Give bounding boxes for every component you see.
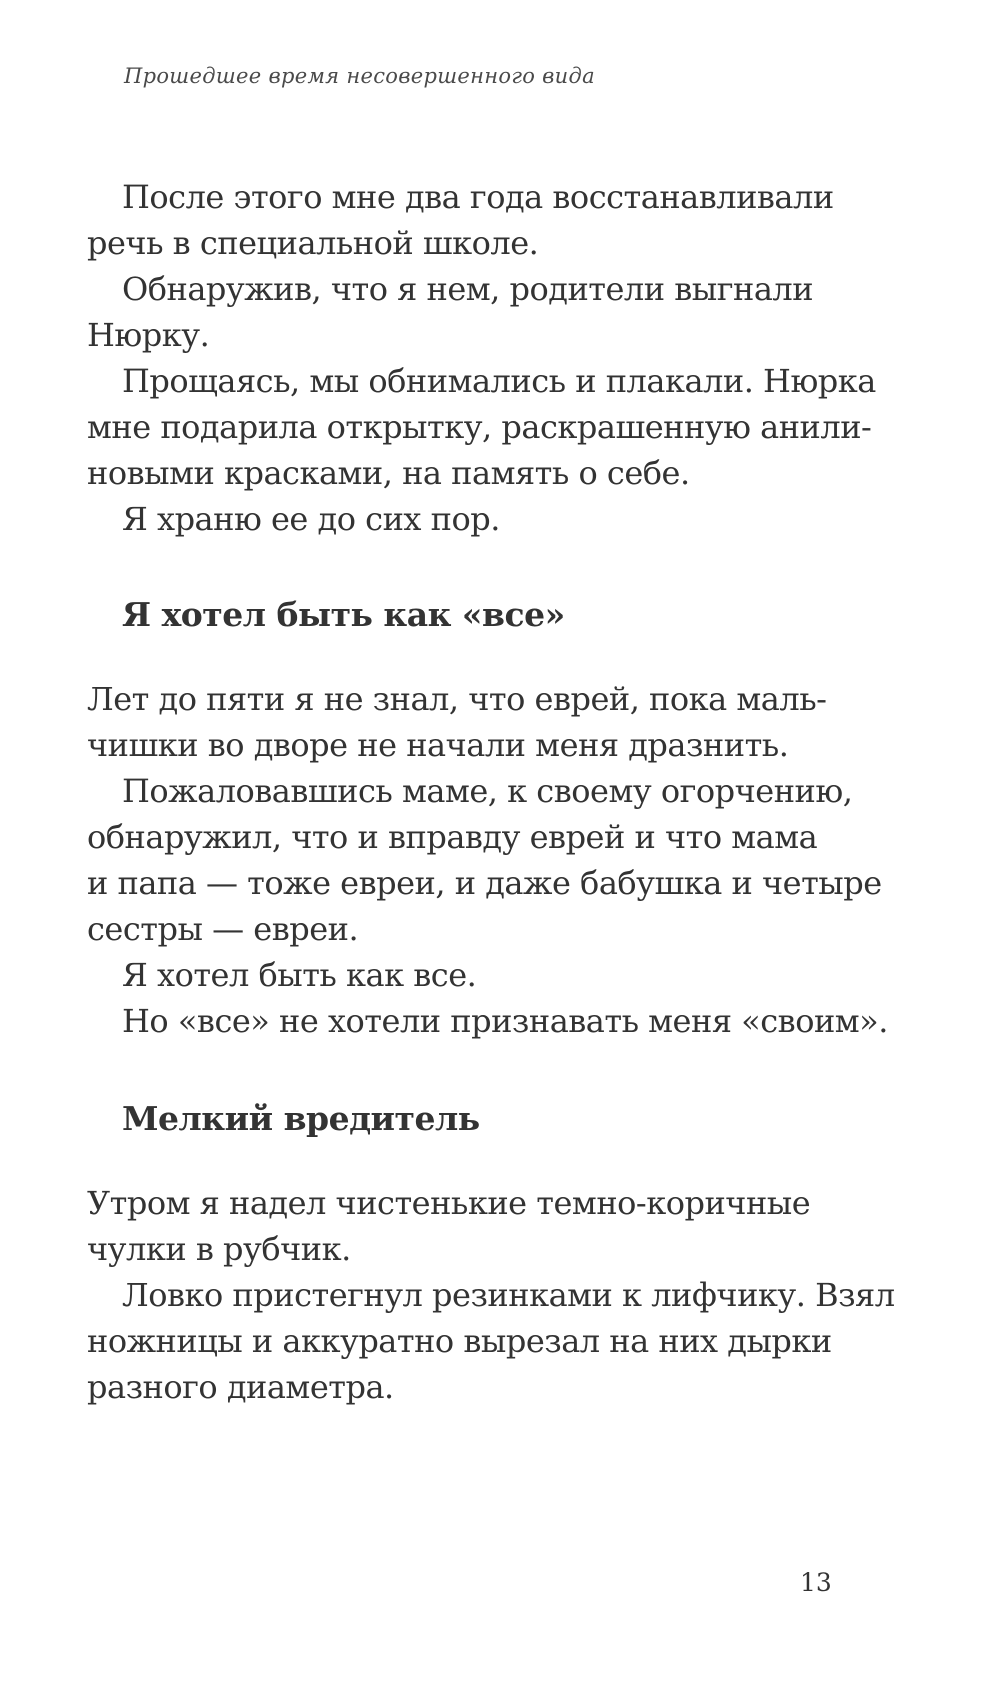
text-line: Нюрку.	[87, 316, 210, 354]
text-line: Я хотел быть как все.	[122, 956, 477, 994]
section-heading-1: Я хотел быть как «все»	[122, 595, 565, 634]
text-line: новыми красками, на память о себе.	[87, 454, 690, 492]
text-line: речь в специальной школе.	[87, 224, 539, 262]
text-line: ножницы и аккуратно вырезал на них дырки	[87, 1322, 832, 1360]
text-line: Утром я надел чистенькие темно-коричные	[87, 1184, 811, 1222]
text-line: сестры — евреи.	[87, 910, 359, 948]
section-1-text-block	[87, 676, 888, 1044]
text-line: Ловко пристегнул резинками к лифчику. Взял	[122, 1276, 895, 1314]
text-line: чулки в рубчик.	[87, 1230, 351, 1268]
text-line: и папа — тоже евреи, и даже бабушка и четыре	[87, 864, 882, 902]
text-line: Прощаясь, мы обнимались и плакали. Нюрка	[122, 362, 876, 400]
text-line: Обнаружив, что я нем, родители выгнали	[122, 270, 814, 308]
intro-text-block	[87, 174, 877, 542]
page-number: 13	[800, 1568, 832, 1597]
text-line: Я храню ее до сих пор.	[122, 500, 500, 538]
section-2-text-block	[87, 1180, 895, 1410]
text-line: Пожаловавшись маме, к своему огорчению,	[122, 772, 853, 810]
text-line: обнаружил, что и вправду еврей и что мама	[87, 818, 818, 856]
text-line: чишки во дворе не начали меня дразнить.	[87, 726, 789, 764]
text-line: Лет до пяти я не знал, что еврей, пока маль-	[87, 680, 827, 718]
text-line: разного диаметра.	[87, 1368, 394, 1406]
text-line: Но «все» не хотели признавать меня «своим».	[122, 1002, 888, 1040]
section-heading-2: Мелкий вредитель	[122, 1099, 480, 1138]
text-line: мне подарила открытку, раскрашенную анили-	[87, 408, 872, 446]
running-head: Прошедшее время несовершенного вида	[124, 64, 595, 88]
text-line: После этого мне два года восстанавливали	[122, 178, 834, 216]
